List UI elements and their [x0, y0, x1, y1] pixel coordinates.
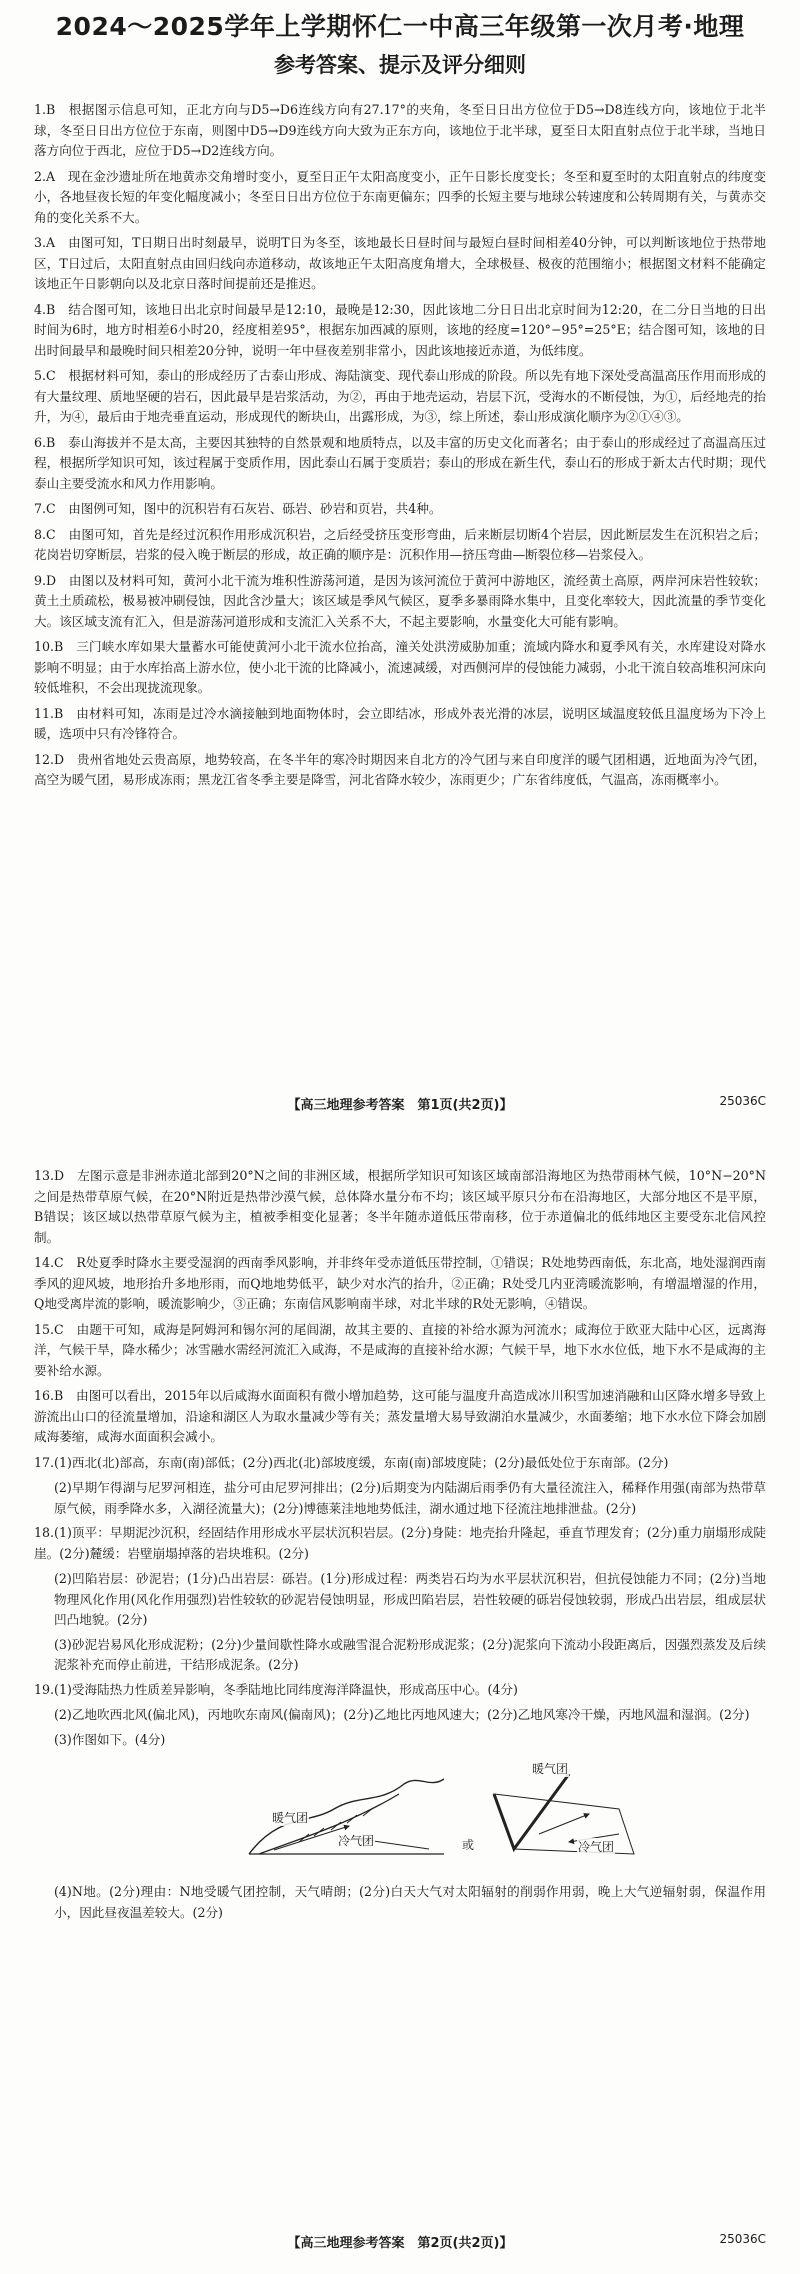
- answer-item-18: [34, 1523, 766, 1564]
- page-title: 2024～2025学年上学期怀仁一中高三年级第一次月考·地理: [55, 12, 745, 41]
- page-footer-2: [34, 2232, 766, 2252]
- cold-air-label-right: 冷气团: [578, 1840, 615, 1854]
- answer-item-13: 13.D 左图示意是非洲赤道北部到20°N之间的非洲区域，根据所学知识可知该区域南部沿海地区为热带雨林气候，10°N−20°N之间是热带草原气候，在20°N附近是热带沙漠气候，总体降水量分布不均；该区域平原只分布在沿海地区，大部分地区不是平原，B错误；该区域以热带草原气候为主，植被季相变化显著；冬半年随赤道低压带南移，位于赤道偏北的低纬地区主要受东北信风控制。: [34, 1168, 766, 1245]
- answer-item-2: 2.A 现在金沙遗址所在地黄赤交角增时变小，夏至日正午太阳高度变小，正午日影长度变长；冬至和夏至时的太阳直射点的纬度变小，各地昼夜长短的年变化幅度减小；冬至日日出方位位于东南更偏东；四季的长短主要与地球公转速度和公转周期有关，与黄赤交角的变化关系不大。: [34, 168, 766, 225]
- answer-item-16: 16.B 由图可以看出，2015年以后咸海水面面积有微小增加趋势，这可能与温度升高造成冰川积雪加速消融和山区降水增多导致上游流出山口的径流量增加，沿途和湖区人为取水量减少等有关；蒸发量增大易导致湖泊水量减少，水面萎缩；地下水水位下降会加剧咸海萎缩，咸海水面面积会减小。: [34, 1388, 766, 1444]
- q19-part-1: (1)受海陆热力性质差异影响，冬季陆地比同纬度海洋降温快，形成高压中心。(4分): [54, 1681, 518, 1697]
- page-footer-1: [34, 1094, 766, 1114]
- answer-item-3: 3.A 由图可知，T日期日出时刻最早，说明T日为冬至，该地最长日昼时间与最短白昼时间相差40分钟，可以判断该地位于热带地区，T日过后，太阳直射点由回归线向赤道移动，故该地正午太阳高度角增大，全球极昼、极夜的范围缩小；根据图文材料不能确定该地正午日影朝向以及北京日落时间提前还是推迟。: [34, 235, 766, 291]
- answer-item-6: 6.B 泰山海拔并不是太高，主要因其独特的自然景观和地质特点，以及丰富的历史文化而著名；由于泰山的形成经过了高温高压过程，根据所学知识可知，该过程属于变质作用，因此泰山石属于变质岩；泰山的形成在新生代，泰山石的形成于新太古代时期；现代泰山主要受流水和风力作用影响。: [34, 434, 766, 491]
- q17-part-1: (1)西北(北)部高，东南(南)部低；(2分)西北(北)部坡度缓，东南(南)部坡度陡；(2分)最低处位于东南部。(2分): [54, 1454, 669, 1470]
- q17-part-2: (2)早期乍得湖与尼罗河相连，盐分可由尼罗河排出；(2分)后期变为内陆湖后雨季仍有大量径流注入，稀释作用强(南部为热带草原气候，雨季降水多，入湖径流量大)；(2分)博德莱洼地地势低洼，湖水通过地下径流注地排泄盐。(2分): [54, 1480, 766, 1516]
- front-diagram: [239, 1754, 659, 1872]
- answer-item-5: 5.C 根据材料可知，泰山的形成经历了古泰山形成、海陆演变、现代泰山形成的阶段。所以先有地下深处受高温高压作用而形成的有大量纹理、质地坚硬的岩石，因此最早是岩浆活动，为②，再由于地壳运动，岩层下沉，受海水的不断侵蚀，为①，后经地壳的抬升，为④，最后由于地壳垂直运动，形成现代的断块山，出露形成，为③，综上所述，泰山形成演化顺序为②①④③。: [34, 368, 766, 424]
- q18-part-2: (2)凹陷岩层：砂泥岩；(1分)凸出岩层：砾岩。(1分)形成过程：两类岩石均为水平层状沉积岩，但抗侵蚀能力不同；(2分)当地物理风化作用(风化作用强烈)岩性较软的砂泥岩侵蚀明显，形成凹陷岩层，岩性较硬的砾岩侵蚀较弱，形成凸出岩层，组成层状凹凸地貌。(2分): [54, 1571, 766, 1627]
- q18-part-1: (1)顶平：早期泥沙沉积，经固结作用形成水平层状沉积岩层。(2分)身陡：地壳抬升隆起，垂直节理发育；(2分)重力崩塌形成陡崖。(2分)麓缓：岩壁崩塌掉落的岩块堆积。(2分): [34, 1525, 766, 1561]
- q19-part-4: (4)N地。(2分)理由：N地受暖气团控制，天气晴朗；(2分)白天大气对太阳辐射的削弱作用弱，晚上大气逆辐射弱，保温作用小，因此昼夜温差较大。(2分): [54, 1884, 766, 1920]
- answer-page-1: [0, 0, 800, 1136]
- question-number: 17.: [34, 1454, 55, 1470]
- answer-item-7: 7.C 由图例可知，图中的沉积岩有石灰岩、砾岩、砂岩和页岩，共4种。: [34, 501, 442, 516]
- q19-part-2: (2)乙地吹西北风(偏北风)，丙地吹东南风(偏南风)；(2分)乙地比丙地风速大；(2分)乙地风寒冷干燥，丙地风温和湿润。(2分): [54, 1707, 750, 1722]
- answer-item-4: 4.B 结合图可知，该地日出北京时间最早是12:10，最晚是12:30，因此该地二分日日出北京时间为12:20，在二分日当地的日出时间为6时，地方时相差6小时20，经度相差95°，根据东加西减的原则，该地的经度=120°−95°=25°E；结合图可知，该地的日出时间最早和最晚时间只相差20分钟，说明一年中昼夜差别非常小，因此该地接近赤道，为低纬度。: [34, 301, 766, 358]
- answer-item-12: 12.D 贵州省地处云贵高原，地势较高，在冬半年的寒冷时期因来自北方的冷气团与来自印度洋的暖气团相遇，近地面为冷气团，高空为暖气团，易形成冻雨；黑龙江省冬季主要是降雪，河北省降水较少，冻雨更少；广东省纬度低，气温高，冻雨概率小。: [34, 751, 766, 787]
- answer-item-17: [34, 1453, 766, 1474]
- answer-item-11: 11.B 由材料可知，冻雨是过冷水滴接触到地面物体时，会立即结冰，形成外表光滑的冰层，说明区域温度较低且温度场为下冷上暖，选项中只有冷锋符合。: [34, 705, 766, 741]
- answer-item-8: 8.C 由图可知，首先是经过沉积作用形成沉积岩，之后经受挤压变形弯曲，后来断层切断4个岩层，因此断层发生在沉积岩之后；花岗岩切穿断层，岩浆的侵入晚于断层的形成，故正确的顺序是：沉积作用—挤压弯曲—断裂位移—岩浆侵入。: [34, 526, 766, 562]
- cold-air-label-left: 冷气团: [338, 1834, 375, 1848]
- page-subtitle: 参考答案、提示及评分细则: [274, 53, 526, 77]
- answer-item-10: 10.B 三门峡水库如果大量蓄水可能使黄河小北干流水位抬高，潼关处洪涝威胁加重；流域内降水和夏季风有关，水库建设对降水影响不明显；由于水库抬高上游水位，使小北干流的比降减小，流速减缓，对西侧河岸的侵蚀能力减弱，小北干流自较高堆积河床向较低堆积，不会出现拢流现象。: [34, 639, 766, 695]
- answer-item-9: 9.D 由图以及材料可知，黄河小北干流为堆积性游荡河道，是因为该河流位于黄河中游地区，流经黄土高原，两岸河床岩性较软；黄土土质疏松，极易被冲刷侵蚀，因此含沙量大；该区域是季风气候区，夏季多暴雨降水集中，且变化率较大，因此流量的季节变化大。该区域支流有汇入，但是游荡河道形成和支流汇入关系不大，不起主要影响，水量变化大可能有影响。: [34, 572, 766, 629]
- answer-item-1: 1.B 根据图示信息可知，正北方向与D5→D6连线方向有27.17°的夹角，冬至日日出方位位于D5→D8连线方向，该地位于北半球，冬至日日出方位位于东南，则图中D5→D9连线方向大致为正东方向，该地位于北半球，夏至日太阳直射点位于北半球，当地日落方向位于西北，应位于D5→D2连线方向。: [34, 102, 766, 158]
- footer-code: 25036C: [719, 2232, 766, 2246]
- answer-page-2: [0, 1136, 800, 2274]
- answer-item-15: 15.C 由题干可知，咸海是阿姆河和锡尔河的尾闾湖，故其主要的、直接的补给水源为河流水；咸海位于欧亚大陆中心区，远离海洋，气候干旱，降水稀少；冰雪融水需经河流汇入咸海，不是咸海的直接补给水源；气候干旱，地下水水位低，地下水不是咸海的主要补给水源。: [34, 1321, 766, 1378]
- or-label: 或: [462, 1838, 475, 1852]
- footer-page-label: 【高三地理参考答案 第1页(共2页)】: [287, 1098, 513, 1113]
- answer-item-14: 14.C R处夏季时降水主要受湿润的西南季风影响，并非终年受赤道低压带控制，①错误；R处地势西南低，东北高，地处湿润西南季风的迎风坡，地形抬升多地形雨，而Q地地势低平，缺少对水汽的抬升，②正确；R处受几内亚湾暖流影响，有增温增湿的作用，Q地受离岸流的影响，暖流影响少，③正确；东南信风影响南半球，对北半球的R处无影响，④错误。: [34, 1255, 766, 1311]
- q18-part-3: (3)砂泥岩易风化形成泥粉；(2分)少量间歇性降水或融雪混合泥粉形成泥浆；(2分)泥浆向下流动小段距离后，因强烈蒸发及后续泥浆补充而停止前进，干结形成泥条。(2分): [54, 1636, 766, 1672]
- question-number: 18.: [34, 1525, 55, 1540]
- warm-air-label-left: 暖气团: [272, 1811, 309, 1825]
- footer-page-label: 【高三地理参考答案 第2页(共2页)】: [287, 2236, 513, 2251]
- question-number: 19.: [34, 1681, 55, 1697]
- footer-code: 25036C: [719, 1094, 766, 1108]
- q19-part-3: (3)作图如下。(4分): [54, 1731, 166, 1747]
- warm-air-label-right: 暖气团: [532, 1762, 569, 1776]
- answer-item-19: [34, 1680, 766, 1701]
